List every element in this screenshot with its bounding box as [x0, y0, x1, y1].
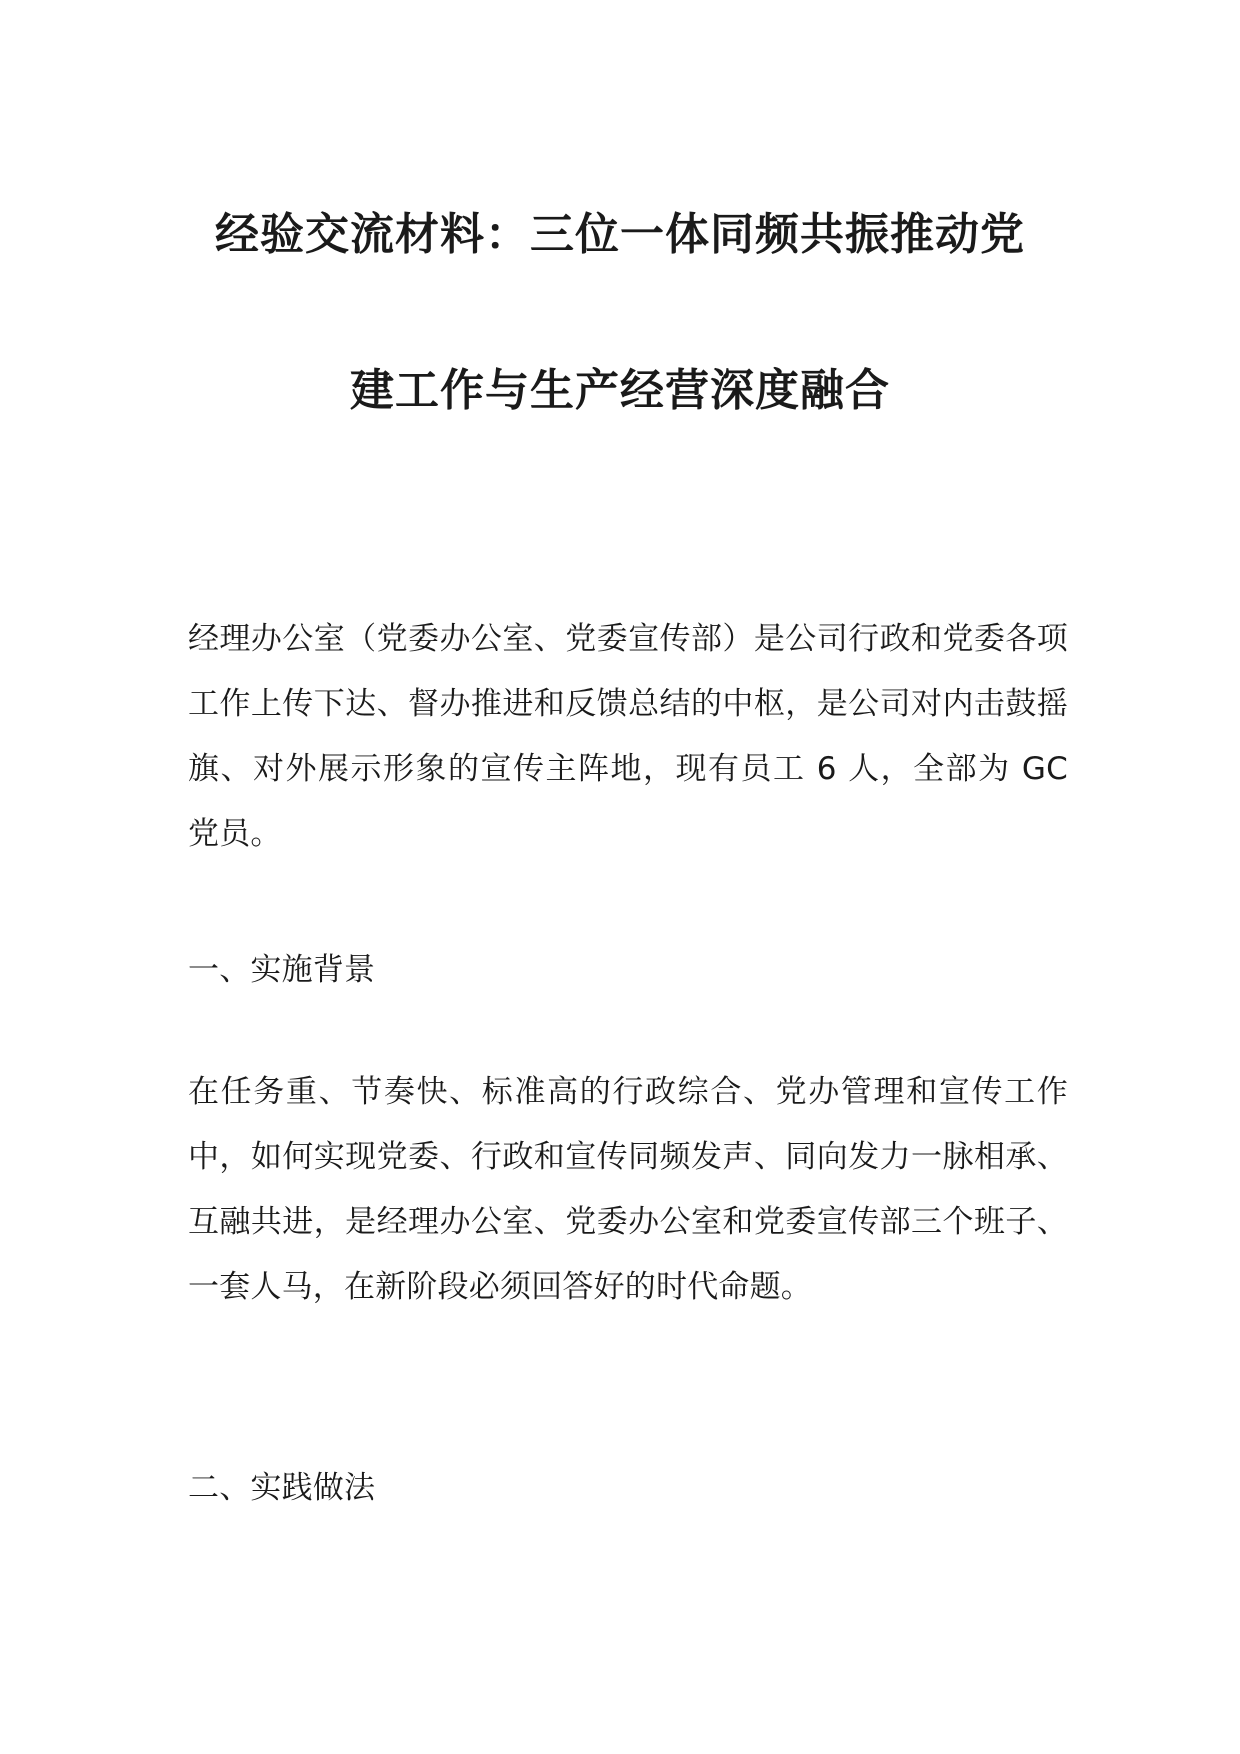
background-paragraph: 在任务重、节奏快、标准高的行政综合、党办管理和宣传工作中，如何实现党委、行政和宣传同频发声、同向发力一脉相承、互融共进，是经理办公室、党委办公室和党委宣传部三个班子、一套人马，在新阶段必须回答好的时代命题。	[188, 1074, 1068, 1305]
section-heading-practice: 二、实践做法	[188, 1470, 376, 1506]
intro-paragraph: 经理办公室（党委办公室、党委宣传部）是公司行政和党委各项工作上传下达、督办推进和反馈总结的中枢，是公司对内击鼓摇旗、对外展示形象的宣传主阵地，现有员工 6 人，全部为 GC 党员。	[188, 621, 1068, 852]
section-heading-background: 一、实施背景	[188, 952, 376, 988]
document-title-line-2: 建工作与生产经营深度融合	[350, 365, 890, 416]
document-title-line-1: 经验交流材料：三位一体同频共振推动党	[215, 209, 1025, 260]
